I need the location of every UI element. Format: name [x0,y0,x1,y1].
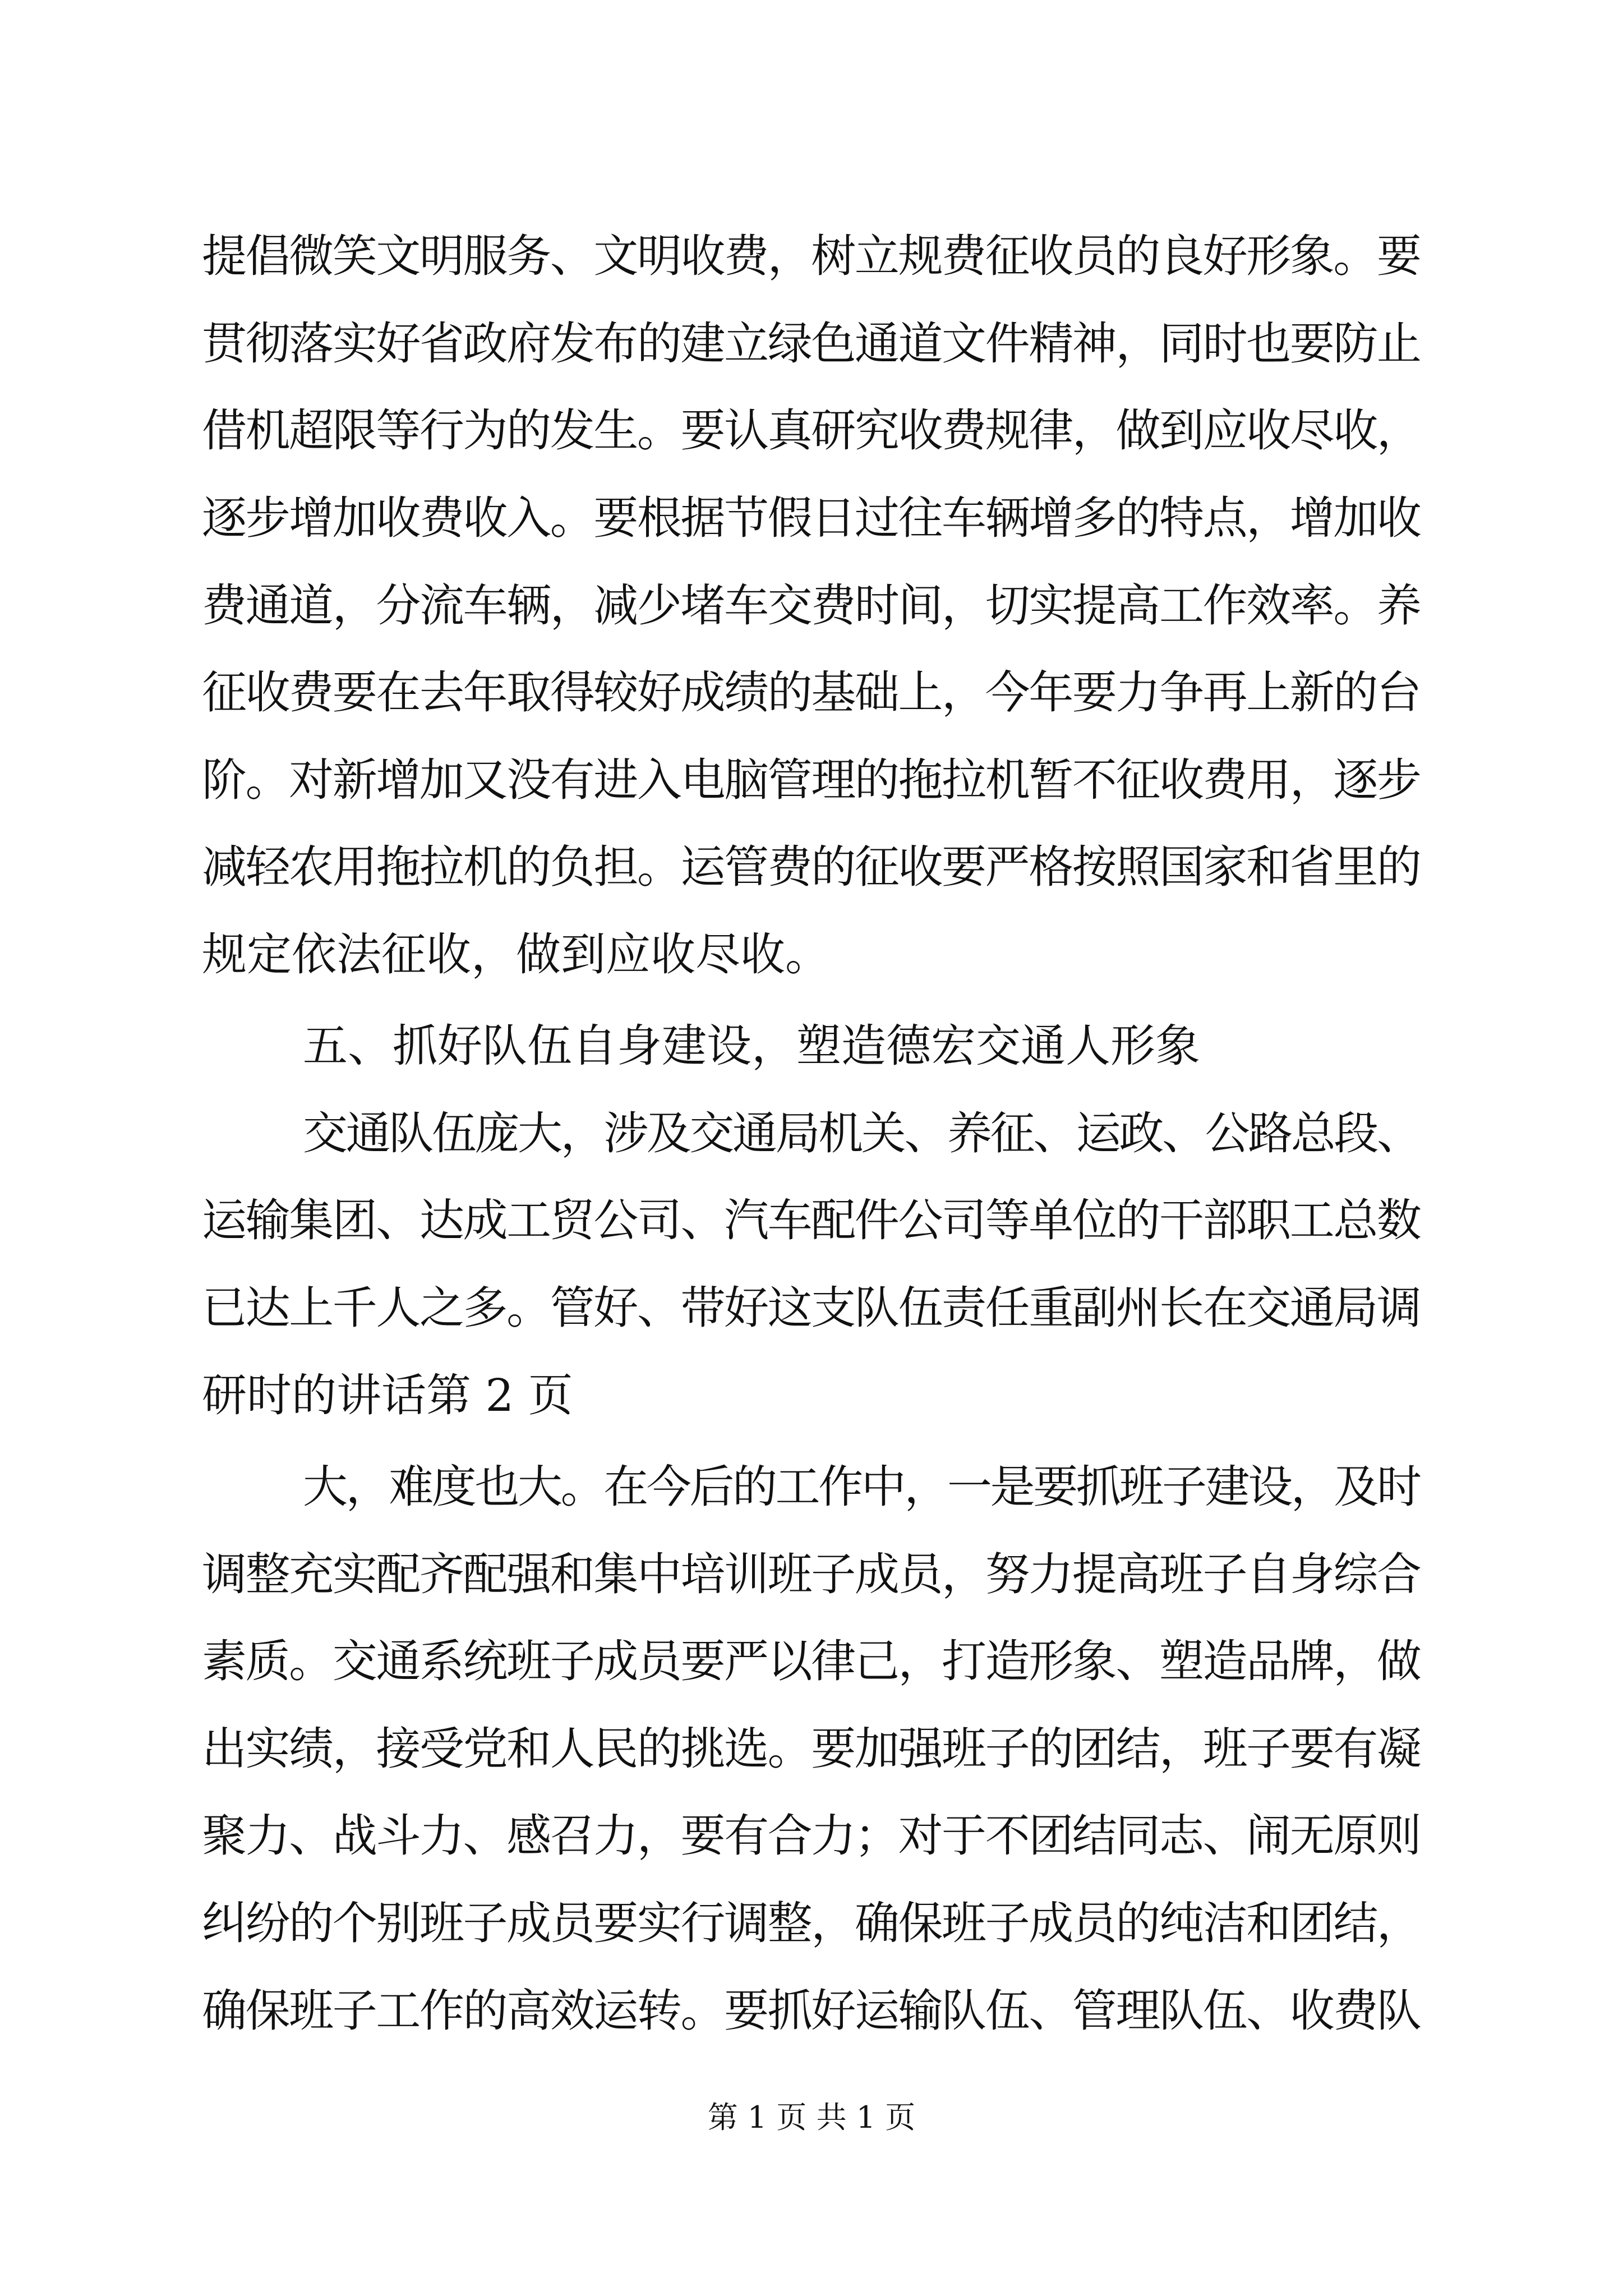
text-line-content: 聚力、战斗力、感召力，要有合力；对于不团结同志、闹无原则 [202,1810,1421,1862]
text-line [0,828,1623,907]
text-line [0,217,1623,296]
text-line-content: 素质。交通系统班子成员要严以律己，打造形象、塑造品牌，做 [202,1635,1421,1687]
text-line [0,1972,1623,2050]
text-line-content: 征收费要在去年取得较好成绩的基础上，今年要力争再上新的台 [202,666,1421,719]
text-line-content: 交通队伍庞大，涉及交通局机关、养征、运政、公路总段、 [303,1107,1420,1159]
text-line-content: 确保班子工作的高效运转。要抓好运输队伍、管理队伍、收费队 [202,1985,1421,2037]
text-line-content: 五、抓好队伍自身建设，塑造德宏交通人形象 [303,1020,1200,1072]
text-line [0,305,1623,383]
text-line [0,1710,1623,1788]
text-line [0,1007,1623,1085]
text-line [0,741,1623,820]
text-line [0,1535,1623,1614]
text-line [0,1269,1623,1347]
text-line-content: 提倡微笑文明服务、文明收费，树立规费征收员的良好形象。要 [202,230,1421,282]
text-line [0,1356,1623,1435]
text-line [0,915,1623,994]
text-line-content: 调整充实配齐配强和集中培训班子成员，努力提高班子自身综合 [202,1548,1421,1600]
text-line-content: 已达上千人之多。管好、带好这支队伍责任重副州长在交通局调 [202,1282,1421,1334]
text-line [0,1884,1623,1963]
text-line-content: 研时的讲话第 2 页 [202,1369,573,1421]
text-line [0,1622,1623,1701]
text-line [0,654,1623,732]
text-line [0,567,1623,645]
text-line [0,479,1623,558]
text-line-content: 出实绩，接受党和人民的挑选。要加强班子的团结，班子要有凝 [202,1723,1421,1775]
text-line-content: 大，难度也大。在今后的工作中，一是要抓班子建设，及时 [303,1461,1420,1513]
text-line-content: 运输集团、达成工贸公司、汽车配件公司等单位的干部职工总数 [202,1194,1421,1246]
text-line-content: 贯彻落实好省政府发布的建立绿色通道文件精神，同时也要防止 [202,318,1421,370]
text-line-content: 减轻农用拖拉机的负担。运管费的征收要严格按照国家和省里的 [202,841,1421,893]
text-line-content: 逐步增加收费收入。要根据节假日过往车辆增多的特点，增加收 [202,492,1421,544]
page-footer: 第 1 页 共 1 页 [707,2100,916,2135]
text-line [0,1094,1623,1173]
text-line-content: 费通道，分流车辆，减少堵车交费时间，切实提高工作效率。养 [202,579,1421,632]
text-line [0,1448,1623,1526]
text-line [0,1797,1623,1875]
text-line-content: 阶。对新增加又没有进入电脑管理的拖拉机暂不征收费用，逐步 [202,754,1421,806]
text-line-content: 规定依法征收，做到应收尽收。 [202,928,830,981]
text-line-content: 借机超限等行为的发生。要认真研究收费规律，做到应收尽收， [202,404,1421,457]
text-line [0,392,1623,470]
text-line [0,1181,1623,1260]
text-line-content: 纠纷的个别班子成员要实行调整，确保班子成员的纯洁和团结， [202,1897,1421,1949]
